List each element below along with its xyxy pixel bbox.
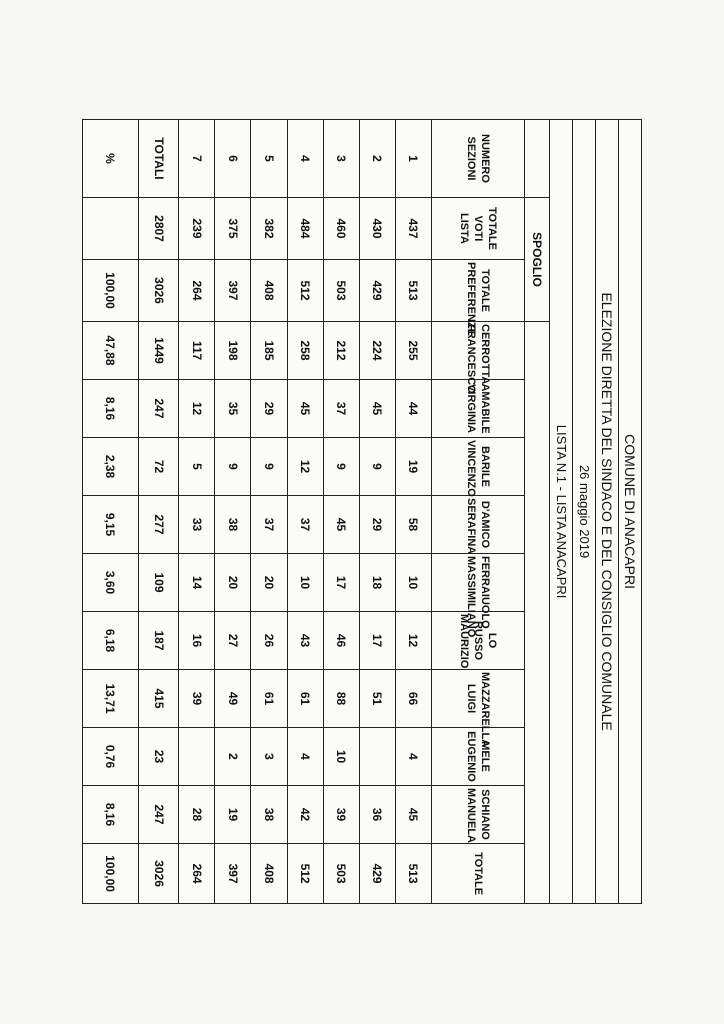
candidate-votes-cell: 20 bbox=[251, 554, 287, 612]
blank-cell bbox=[524, 322, 549, 904]
candidate-votes-cell: 37 bbox=[287, 496, 323, 554]
election-title: ELEZIONE DIRETTA DEL SINDACO E DEL CONSIGLIO COMUNALE bbox=[596, 120, 619, 904]
voti-lista-cell: 484 bbox=[287, 198, 323, 260]
tot-pref-cell: 264 bbox=[179, 260, 215, 322]
candidate-votes-cell: 35 bbox=[215, 380, 251, 438]
election-date: 26 maggio 2019 bbox=[573, 120, 596, 904]
sezione-cell: 4 bbox=[287, 120, 323, 198]
candidate-votes-cell bbox=[179, 728, 215, 786]
candidate-votes-cell: 12 bbox=[287, 438, 323, 496]
list-name: LISTA N.1 - LISTA ANACAPRI bbox=[550, 120, 573, 904]
candidate-votes-cell: 5 bbox=[179, 438, 215, 496]
voti-lista-cell: 382 bbox=[251, 198, 287, 260]
candidate-votes-cell: 13,71 bbox=[83, 670, 139, 728]
candidate-votes-cell: 58 bbox=[395, 496, 431, 554]
comune-title: COMUNE DI ANACAPRI bbox=[619, 120, 642, 904]
candidate-votes-cell: 51 bbox=[359, 670, 395, 728]
candidate-votes-cell: 45 bbox=[323, 496, 359, 554]
tot-pref-cell: 408 bbox=[251, 260, 287, 322]
candidate-votes-cell: 0,76 bbox=[83, 728, 139, 786]
tot-pref-cell: 513 bbox=[395, 260, 431, 322]
col-header-tot-pref: TOTALE PREFERENZE bbox=[431, 260, 524, 322]
sezione-cell: 7 bbox=[179, 120, 215, 198]
table-row bbox=[179, 120, 215, 904]
tot-pref-cell: 512 bbox=[287, 260, 323, 322]
candidate-votes-cell: 258 bbox=[287, 322, 323, 380]
candidate-votes-cell: 224 bbox=[359, 322, 395, 380]
sezione-cell: 3 bbox=[323, 120, 359, 198]
candidate-votes-cell: 3 bbox=[251, 728, 287, 786]
candidate-votes-cell: 6,18 bbox=[83, 612, 139, 670]
results-table bbox=[82, 119, 642, 904]
table-row bbox=[215, 120, 251, 904]
candidate-votes-cell: 17 bbox=[359, 612, 395, 670]
tot-pref-cell: 397 bbox=[215, 260, 251, 322]
candidate-votes-cell: 198 bbox=[215, 322, 251, 380]
totale-cell: 513 bbox=[395, 844, 431, 904]
blank-cell bbox=[524, 120, 549, 198]
candidate-votes-cell: 3,60 bbox=[83, 554, 139, 612]
candidate-votes-cell: 212 bbox=[323, 322, 359, 380]
candidate-votes-cell: 4 bbox=[395, 728, 431, 786]
totale-cell: 408 bbox=[251, 844, 287, 904]
candidate-votes-cell: 45 bbox=[287, 380, 323, 438]
candidate-votes-cell: 247 bbox=[138, 380, 178, 438]
table-row bbox=[251, 120, 287, 904]
candidate-votes-cell: 27 bbox=[215, 612, 251, 670]
totale-cell: 429 bbox=[359, 844, 395, 904]
col-header-candidate: MELE EUGENIO bbox=[431, 728, 524, 786]
col-header-candidate: AMABILE VIRGINIA bbox=[431, 380, 524, 438]
candidate-votes-cell: 9 bbox=[251, 438, 287, 496]
candidate-votes-cell: 4 bbox=[287, 728, 323, 786]
candidate-votes-cell: 16 bbox=[179, 612, 215, 670]
candidate-votes-cell: 255 bbox=[395, 322, 431, 380]
candidate-votes-cell: 29 bbox=[359, 496, 395, 554]
voti-lista-cell: 460 bbox=[323, 198, 359, 260]
table-body bbox=[83, 120, 432, 904]
totale-cell: 512 bbox=[287, 844, 323, 904]
table-row bbox=[323, 120, 359, 904]
col-header-candidate: LO RUSSO MAURIZIO bbox=[431, 612, 524, 670]
candidate-votes-cell: 14 bbox=[179, 554, 215, 612]
candidate-votes-cell: 23 bbox=[138, 728, 178, 786]
col-header-totale: TOTALE bbox=[431, 844, 524, 904]
candidate-votes-cell: 10 bbox=[287, 554, 323, 612]
tot-pref-cell: 503 bbox=[323, 260, 359, 322]
candidate-votes-cell: 43 bbox=[287, 612, 323, 670]
candidate-votes-cell: 8,16 bbox=[83, 786, 139, 844]
candidate-votes-cell: 19 bbox=[215, 786, 251, 844]
tot-pref-cell: 100,00 bbox=[83, 260, 139, 322]
candidate-votes-cell: 37 bbox=[323, 380, 359, 438]
candidate-votes-cell bbox=[359, 728, 395, 786]
candidate-votes-cell: 247 bbox=[138, 786, 178, 844]
candidate-votes-cell: 19 bbox=[395, 438, 431, 496]
candidate-votes-cell: 38 bbox=[251, 786, 287, 844]
spoglio-label: SPOGLIO bbox=[524, 198, 549, 322]
candidate-votes-cell: 2,38 bbox=[83, 438, 139, 496]
candidate-votes-cell: 10 bbox=[395, 554, 431, 612]
candidate-votes-cell: 17 bbox=[323, 554, 359, 612]
sezione-cell: % bbox=[83, 120, 139, 198]
candidate-votes-cell: 2 bbox=[215, 728, 251, 786]
candidate-votes-cell: 18 bbox=[359, 554, 395, 612]
candidate-votes-cell: 12 bbox=[179, 380, 215, 438]
candidate-votes-cell: 415 bbox=[138, 670, 178, 728]
voti-lista-cell: 430 bbox=[359, 198, 395, 260]
voti-lista-cell: 2807 bbox=[138, 198, 178, 260]
candidate-votes-cell: 10 bbox=[323, 728, 359, 786]
candidate-votes-cell: 9 bbox=[359, 438, 395, 496]
voti-lista-cell: 437 bbox=[395, 198, 431, 260]
candidate-votes-cell: 49 bbox=[215, 670, 251, 728]
voti-lista-cell: 239 bbox=[179, 198, 215, 260]
totale-cell: 3026 bbox=[138, 844, 178, 904]
candidate-votes-cell: 61 bbox=[287, 670, 323, 728]
candidate-votes-cell: 20 bbox=[215, 554, 251, 612]
candidate-votes-cell: 117 bbox=[179, 322, 215, 380]
col-header-candidate: CERROTTA FRANCESCO bbox=[431, 322, 524, 380]
column-header-row bbox=[431, 120, 524, 904]
totale-cell: 100,00 bbox=[83, 844, 139, 904]
sezione-cell: 2 bbox=[359, 120, 395, 198]
candidate-votes-cell: 47,88 bbox=[83, 322, 139, 380]
candidate-votes-cell: 185 bbox=[251, 322, 287, 380]
table-row bbox=[395, 120, 431, 904]
table-row bbox=[359, 120, 395, 904]
results-sheet bbox=[82, 119, 642, 899]
candidate-votes-cell: 39 bbox=[323, 786, 359, 844]
candidate-votes-cell: 109 bbox=[138, 554, 178, 612]
totale-cell: 264 bbox=[179, 844, 215, 904]
candidate-votes-cell: 1449 bbox=[138, 322, 178, 380]
percent-row bbox=[83, 120, 139, 904]
candidate-votes-cell: 42 bbox=[287, 786, 323, 844]
totals-row bbox=[138, 120, 178, 904]
candidate-votes-cell: 88 bbox=[323, 670, 359, 728]
candidate-votes-cell: 29 bbox=[251, 380, 287, 438]
sezione-cell: 5 bbox=[251, 120, 287, 198]
candidate-votes-cell: 37 bbox=[251, 496, 287, 554]
candidate-votes-cell: 66 bbox=[395, 670, 431, 728]
candidate-votes-cell: 9,15 bbox=[83, 496, 139, 554]
candidate-votes-cell: 36 bbox=[359, 786, 395, 844]
candidate-votes-cell: 45 bbox=[395, 786, 431, 844]
totale-cell: 503 bbox=[323, 844, 359, 904]
col-header-candidate: FERRAIUOLO MASSIMILIANO bbox=[431, 554, 524, 612]
candidate-votes-cell: 28 bbox=[179, 786, 215, 844]
candidate-votes-cell: 12 bbox=[395, 612, 431, 670]
candidate-votes-cell: 44 bbox=[395, 380, 431, 438]
candidate-votes-cell: 277 bbox=[138, 496, 178, 554]
tot-pref-cell: 3026 bbox=[138, 260, 178, 322]
col-header-candidate: MAZZARELLA LUIGI bbox=[431, 670, 524, 728]
tot-pref-cell: 429 bbox=[359, 260, 395, 322]
col-header-voti-lista: TOTALE VOTI LISTA bbox=[431, 198, 524, 260]
voti-lista-cell: 375 bbox=[215, 198, 251, 260]
candidate-votes-cell: 39 bbox=[179, 670, 215, 728]
col-header-candidate: BARILE VINCENZO bbox=[431, 438, 524, 496]
table-row bbox=[287, 120, 323, 904]
sezione-cell: 6 bbox=[215, 120, 251, 198]
totale-cell: 397 bbox=[215, 844, 251, 904]
sezione-cell: TOTALI bbox=[138, 120, 178, 198]
candidate-votes-cell: 26 bbox=[251, 612, 287, 670]
candidate-votes-cell: 9 bbox=[323, 438, 359, 496]
candidate-votes-cell: 33 bbox=[179, 496, 215, 554]
candidate-votes-cell: 38 bbox=[215, 496, 251, 554]
candidate-votes-cell: 61 bbox=[251, 670, 287, 728]
candidate-votes-cell: 9 bbox=[215, 438, 251, 496]
voti-lista-cell bbox=[83, 198, 139, 260]
sezione-cell: 1 bbox=[395, 120, 431, 198]
col-header-candidate: SCHIANO MANUELA bbox=[431, 786, 524, 844]
candidate-votes-cell: 187 bbox=[138, 612, 178, 670]
candidate-votes-cell: 8,16 bbox=[83, 380, 139, 438]
col-header-sezioni: NUMERO SEZIONI bbox=[431, 120, 524, 198]
col-header-candidate: D'AMICO SERAFINA bbox=[431, 496, 524, 554]
candidate-votes-cell: 46 bbox=[323, 612, 359, 670]
candidate-votes-cell: 45 bbox=[359, 380, 395, 438]
candidate-votes-cell: 72 bbox=[138, 438, 178, 496]
